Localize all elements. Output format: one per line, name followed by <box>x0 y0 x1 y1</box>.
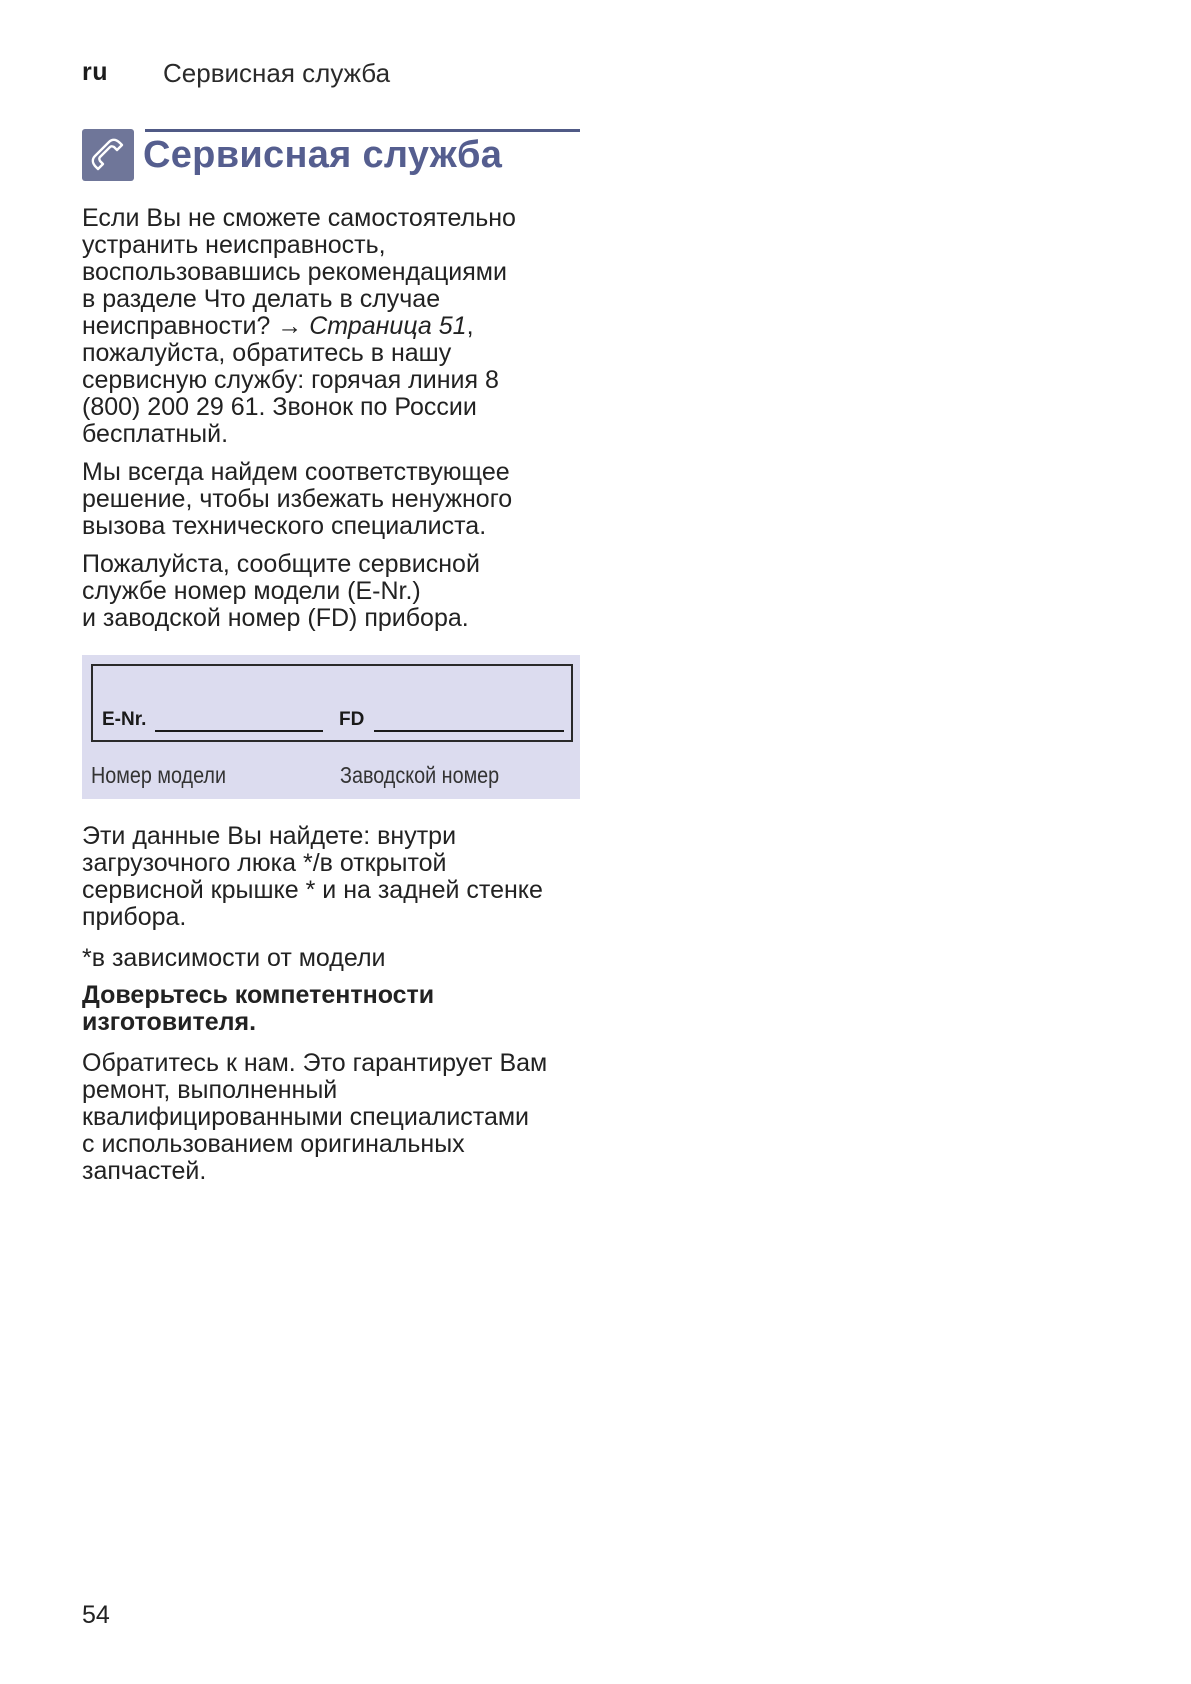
header-rule <box>145 129 580 132</box>
text-line: ремонт, выполненный <box>82 1076 338 1104</box>
paragraph-contact <box>82 205 592 448</box>
text-line: решение, чтобы избежать ненужного <box>82 485 513 513</box>
text-line: в разделе Что делать в случае <box>82 285 441 313</box>
text-line: изготовителя. <box>82 1008 257 1036</box>
subheading-trust <box>82 982 592 1036</box>
text-line: устранить неисправность, <box>82 231 386 259</box>
paragraph-location <box>82 823 592 931</box>
text-fragment: , <box>466 312 474 340</box>
paragraph-solution <box>82 459 592 540</box>
text-line: запчастей. <box>82 1157 207 1185</box>
page-title: Сервисная служба <box>143 134 503 176</box>
text-line: Эти данные Вы найдете: внутри <box>82 822 457 850</box>
serial-number-caption: Заводской номер <box>340 762 500 788</box>
text-line: сервисную службу: горячая линия 8 <box>82 366 499 394</box>
rating-plate-illustration <box>82 655 580 799</box>
running-header-section: Сервисная служба <box>163 58 391 88</box>
text-fragment: неисправности? <box>82 312 271 340</box>
text-line: загрузочного люка */в открытой <box>82 849 447 877</box>
fd-blank-line <box>374 730 564 732</box>
paragraph-original-parts <box>82 1050 592 1185</box>
text-line: Мы всегда найдем соответствующее <box>82 458 510 486</box>
paragraph-model-request <box>82 551 592 632</box>
text-line-with-link <box>82 313 592 340</box>
text-line: (800) 200 29 61. Звонок по России <box>82 393 477 421</box>
text-line: бесплатный. <box>82 420 229 448</box>
arrow-icon: → <box>277 312 303 340</box>
phone-icon <box>82 129 134 181</box>
text-line: Доверьтесь компетентности <box>82 981 435 1009</box>
text-line: воспользовавшись рекомендациями <box>82 258 507 286</box>
page-number: 54 <box>82 1601 110 1629</box>
page-reference-link[interactable]: Страница 51 <box>309 312 467 340</box>
text-line: вызова технического специалиста. <box>82 512 487 540</box>
model-number-caption: Номер модели <box>91 762 227 788</box>
text-line: квалифицированными специалистами <box>82 1103 530 1131</box>
enr-label: E-Nr. <box>102 709 147 730</box>
language-code: ru <box>82 58 108 86</box>
footnote <box>82 945 592 972</box>
text-line: пожалуйста, обратитесь в нашу <box>82 339 452 367</box>
text-line: с использованием оригинальных <box>82 1130 465 1158</box>
enr-blank-line <box>155 730 323 732</box>
rating-plate-frame <box>91 664 573 742</box>
text-line: и заводской номер (FD) прибора. <box>82 604 469 632</box>
fd-label: FD <box>339 709 365 730</box>
text-line: *в зависимости от модели <box>82 944 386 972</box>
text-line: Если Вы не сможете самостоятельно <box>82 204 516 232</box>
text-line: службе номер модели (E-Nr.) <box>82 577 421 605</box>
text-line: Пожалуйста, сообщите сервисной <box>82 550 480 578</box>
text-line: прибора. <box>82 903 187 931</box>
text-line: Обратитесь к нам. Это гарантирует Вам <box>82 1049 548 1077</box>
text-line: сервисной крышке * и на задней стенке <box>82 876 543 904</box>
